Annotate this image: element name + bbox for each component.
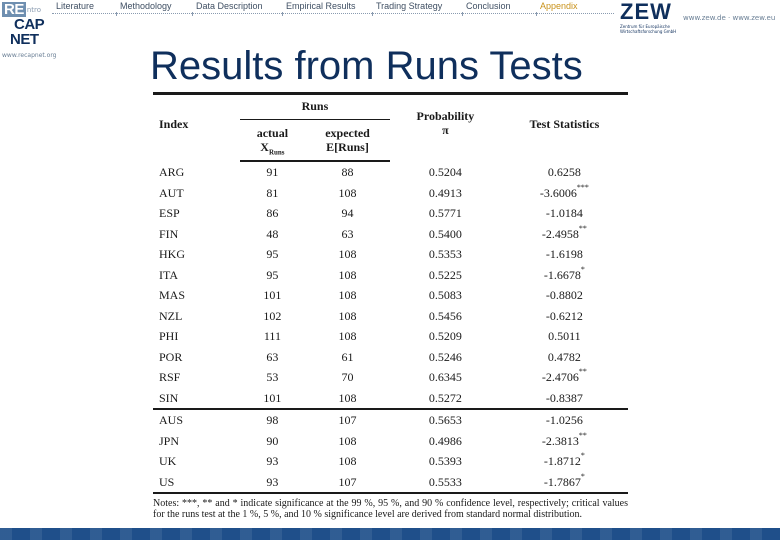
- cell-index: JPN: [159, 433, 180, 448]
- cell-actual: 95: [266, 247, 279, 262]
- nav-item-empirical-results[interactable]: Empirical Results: [286, 1, 356, 11]
- cell-expected: 108: [338, 390, 357, 405]
- header-index: Index: [159, 117, 189, 131]
- cell-actual: 102: [263, 308, 282, 323]
- cell-probability: 0.5209: [428, 329, 462, 344]
- cell-probability: 0.5272: [428, 390, 462, 405]
- nav-divider: [52, 13, 614, 14]
- cell-expected: 63: [341, 226, 354, 241]
- significance-stars: *: [580, 264, 585, 274]
- cell-actual: 95: [266, 267, 279, 282]
- table-row: [153, 347, 628, 368]
- cell-probability: 0.5353: [428, 247, 462, 262]
- header-expected-label: expected: [325, 126, 370, 140]
- cell-index: AUT: [159, 185, 184, 200]
- header-runs-group: Runs: [240, 95, 390, 120]
- table-body: [153, 161, 628, 493]
- cell-expected: 107: [305, 409, 390, 431]
- cell-probability: 0.4913: [428, 185, 462, 200]
- header-actual-symbol: X: [260, 140, 269, 154]
- runs-test-table: [153, 92, 628, 520]
- table-row: [153, 265, 628, 286]
- cell-index: PHI: [159, 329, 179, 344]
- cell-probability: 0.5246: [428, 349, 462, 364]
- table-row: [153, 388, 628, 410]
- cell-expected: 108: [338, 329, 357, 344]
- slide-title: Results from Runs Tests: [150, 44, 583, 88]
- cell-actual: 91: [266, 165, 279, 180]
- cell-index: SIN: [159, 390, 179, 405]
- significance-stars: **: [578, 367, 587, 377]
- table-row: [153, 472, 628, 494]
- header-test-statistics: Test Statistics: [529, 117, 600, 131]
- cell-actual: 98: [240, 409, 305, 431]
- table-row: [153, 326, 628, 347]
- cell-expected: 108: [338, 267, 357, 282]
- cell-expected: 108: [338, 308, 357, 323]
- table-row: [153, 451, 628, 472]
- cell-actual: 86: [266, 206, 279, 221]
- cell-test-statistic: -1.7867*: [501, 472, 628, 494]
- cell-actual: 81: [266, 185, 279, 200]
- table-row: [153, 244, 628, 265]
- logo-part-cap: CAP: [14, 16, 45, 33]
- cell-index: NZL: [159, 308, 183, 323]
- cell-index: HKG: [159, 247, 185, 262]
- table-row: [153, 306, 628, 327]
- cell-index: POR: [159, 349, 183, 364]
- cell-test-statistic: -1.0256: [501, 409, 628, 431]
- logo-overlap-text: ntro: [26, 5, 42, 14]
- nav-tick: [116, 12, 117, 16]
- cell-actual: 53: [266, 370, 279, 385]
- zew-name: ZEW: [620, 0, 672, 24]
- zew-logo: [620, 0, 678, 34]
- nav-tick: [536, 12, 537, 16]
- cell-index: ARG: [159, 164, 185, 179]
- cell-probability: 0.6345: [428, 370, 462, 385]
- cell-test-statistic: -0.8387: [545, 390, 583, 405]
- cell-index: RSF: [159, 370, 181, 385]
- nav-tick: [282, 12, 283, 16]
- cell-index: US: [153, 472, 240, 494]
- logo-part-re: RE: [4, 1, 24, 18]
- cell-probability: 0.5083: [428, 288, 462, 303]
- header-expected-symbol: E[Runs]: [326, 140, 369, 154]
- cell-test-statistic: -1.8712*: [543, 451, 585, 469]
- table-row: [153, 203, 628, 224]
- cell-index: UK: [159, 454, 177, 469]
- cell-expected: 108: [338, 433, 357, 448]
- cell-test-statistic: -1.0184: [545, 206, 583, 221]
- nav-tick: [192, 12, 193, 16]
- significance-stars: **: [578, 223, 587, 233]
- cell-test-statistic: -0.6212: [545, 308, 583, 323]
- logo-part-net: NET: [10, 31, 39, 48]
- cell-expected: 94: [341, 206, 354, 221]
- cell-expected: 108: [338, 454, 357, 469]
- table-row: [153, 183, 628, 204]
- header-probability-symbol: π: [442, 123, 449, 137]
- cell-test-statistic: -2.4706**: [541, 367, 587, 385]
- cell-actual: 101: [263, 390, 282, 405]
- cell-test-statistic: -1.6198: [545, 247, 583, 262]
- cell-expected: 70: [341, 370, 354, 385]
- cell-probability: 0.5653: [390, 409, 501, 431]
- cell-actual: 93: [266, 454, 279, 469]
- recapnet-logo: [2, 1, 57, 62]
- cell-test-statistic: -2.4958**: [541, 223, 587, 241]
- cell-index: FIN: [159, 226, 179, 241]
- table-row: [153, 224, 628, 245]
- section-nav: [52, 0, 612, 16]
- cell-test-statistic: -2.3813**: [541, 430, 587, 448]
- cell-index: ITA: [159, 267, 179, 282]
- logo-url: www.recapnet.org: [2, 52, 57, 59]
- nav-item-appendix[interactable]: Appendix: [540, 1, 578, 11]
- header-actual-subscript: Runs: [268, 148, 285, 157]
- zew-subtitle-1: Zentrum für Europäische: [620, 24, 670, 29]
- cell-index: MAS: [159, 288, 186, 303]
- cell-expected: 88: [341, 165, 354, 180]
- zew-subtitle-2: Wirtschaftsforschung GmbH: [620, 29, 677, 34]
- cell-expected: 108: [338, 288, 357, 303]
- nav-item-data-description[interactable]: Data Description: [196, 1, 263, 11]
- cell-actual: 90: [266, 433, 279, 448]
- cell-index: ESP: [159, 206, 180, 221]
- cell-probability: 0.5400: [428, 226, 462, 241]
- table-row: [153, 409, 628, 431]
- cell-actual: 93: [240, 472, 305, 494]
- cell-probability: 0.5771: [428, 206, 462, 221]
- cell-index: AUS: [153, 409, 240, 431]
- significance-stars: **: [578, 430, 587, 440]
- significance-stars: *: [580, 471, 585, 481]
- cell-actual: 63: [266, 349, 279, 364]
- cell-expected: 108: [338, 247, 357, 262]
- cell-probability: 0.5225: [428, 267, 462, 282]
- significance-stars: *: [580, 451, 585, 461]
- table-notes: Notes: ***, ** and * indicate significance at the 99 %, 95 %, and 90 % confidence level, respectively; critical values for the runs test at the 1 %, 5 %, and 10 % significance level are derived from standard normal distribution.: [153, 498, 628, 520]
- header-probability: [390, 95, 501, 161]
- table-row: [153, 285, 628, 306]
- cell-test-statistic: -3.6006***: [539, 182, 589, 200]
- cell-test-statistic: 0.4782: [547, 349, 581, 364]
- nav-item-trading-strategy[interactable]: Trading Strategy: [376, 1, 443, 11]
- table-row: [153, 367, 628, 388]
- cell-probability: 0.5204: [428, 164, 462, 179]
- cell-test-statistic: 0.5011: [548, 329, 581, 344]
- nav-item-literature[interactable]: Literature: [56, 1, 95, 11]
- cell-actual: 101: [263, 288, 282, 303]
- cell-probability: 0.5456: [428, 308, 462, 323]
- header-actual-label: actual: [256, 126, 289, 140]
- cell-actual: 111: [263, 329, 281, 344]
- cell-expected: 107: [305, 472, 390, 494]
- cell-test-statistic: 0.6258: [547, 164, 581, 179]
- header-expected: [305, 120, 390, 162]
- header-probability-label: Probability: [416, 109, 475, 123]
- cell-probability: 0.5393: [428, 454, 462, 469]
- cell-actual: 48: [266, 226, 279, 241]
- nav-item-methodology[interactable]: Methodology: [120, 1, 172, 11]
- cell-test-statistic: -1.6678*: [543, 264, 585, 282]
- table-row: [153, 161, 628, 183]
- nav-item-conclusion[interactable]: Conclusion: [466, 1, 511, 11]
- cell-probability: 0.4986: [428, 433, 462, 448]
- cell-probability: 0.5533: [390, 472, 501, 494]
- cell-expected: 108: [338, 185, 357, 200]
- nav-tick: [462, 12, 463, 16]
- footer-bar: [0, 528, 780, 540]
- cell-test-statistic: -0.8802: [545, 288, 583, 303]
- zew-url: www.zew.de · www.zew.eu: [683, 14, 776, 22]
- cell-expected: 61: [341, 349, 354, 364]
- nav-tick: [372, 12, 373, 16]
- table-row: [153, 431, 628, 452]
- significance-stars: ***: [576, 182, 589, 192]
- header-actual: [240, 120, 305, 162]
